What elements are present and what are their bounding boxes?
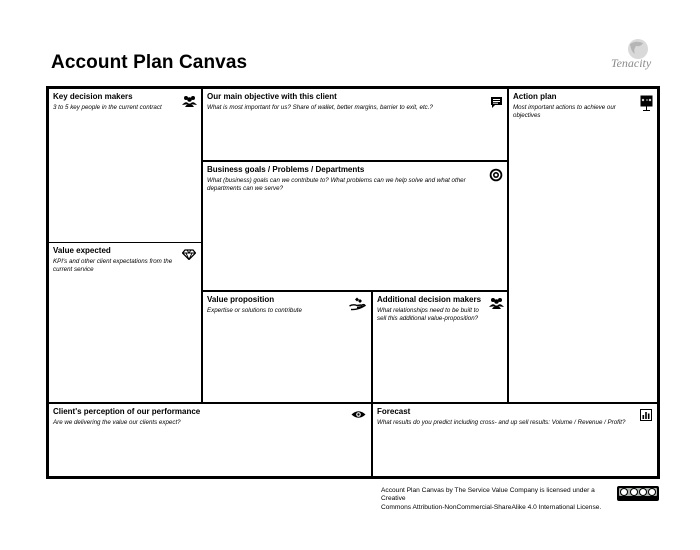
eye-icon <box>351 410 366 419</box>
cell-heading: Action plan <box>513 92 557 101</box>
board-icon <box>640 95 653 111</box>
diamond-icon <box>182 249 196 260</box>
speech-bubble-icon <box>490 96 503 109</box>
people-icon <box>182 95 197 107</box>
cell-description: What relationships need to be built to sell this additional value-proposition? <box>377 307 479 322</box>
cell-heading: Forecast <box>377 407 411 416</box>
logo-text: Tenacity <box>611 56 652 70</box>
people-icon <box>489 297 504 309</box>
cell-additional-decision-makers[interactable] <box>373 292 509 402</box>
cell-description: Most important actions to achieve our objectives <box>513 104 616 119</box>
cell-heading: Client's perception of our performance <box>53 407 201 416</box>
cell-heading: Value proposition <box>207 295 275 304</box>
cell-value-proposition[interactable] <box>203 292 373 402</box>
cell-client-perception[interactable] <box>49 402 373 476</box>
cell-heading: Our main objective with this client <box>207 92 337 101</box>
license-line-2: Commons Attribution-NonCommercial-ShareAlike 4.0 International License. <box>381 503 602 511</box>
hand-offer-icon <box>349 297 366 311</box>
cell-description: What (business) goals can we contribute to? What problems can we help solve and what other departments can we serve? <box>207 177 466 192</box>
nc-circle-icon <box>639 488 647 496</box>
cell-value-expected[interactable] <box>49 242 203 402</box>
license-notice <box>381 487 621 512</box>
account-plan-canvas <box>46 86 660 479</box>
cell-business-goals[interactable] <box>203 162 509 292</box>
cell-description: KPI's and other client expectations from the current service <box>53 258 173 273</box>
cell-description: 3 to 5 key people in the current contract <box>53 104 162 111</box>
cell-action-plan[interactable] <box>509 89 657 402</box>
sa-circle-icon <box>648 488 656 496</box>
cell-description: Are we delivering the value our clients expect? <box>53 419 181 426</box>
company-logo <box>604 38 662 74</box>
cell-forecast[interactable] <box>373 402 657 476</box>
bar-chart-icon <box>640 409 652 421</box>
cc-by-nc-sa-badge-icon[interactable] <box>617 486 659 501</box>
cell-key-decision-makers[interactable] <box>49 89 203 242</box>
license-line-1: Account Plan Canvas by The Service Value Company is licensed under a Creative <box>381 487 595 503</box>
cell-description: What is most important for us? Share of wallet, better margins, barrier to exit, etc.? <box>207 104 433 111</box>
cell-main-objective[interactable] <box>203 89 509 162</box>
target-icon <box>489 168 503 182</box>
page-title: Account Plan Canvas <box>51 52 248 73</box>
cell-description: What results do you predict including cross- and up sell results: Volume / Revenue / Profit? <box>377 419 626 426</box>
by-circle-icon <box>630 488 638 496</box>
cc-circle-icon <box>620 488 628 496</box>
cell-description: Expertise or solutions to contribute <box>207 307 302 314</box>
cell-heading: Value expected <box>53 246 111 255</box>
cell-heading: Additional decision makers <box>377 295 482 304</box>
cell-heading: Key decision makers <box>53 92 133 101</box>
cell-heading: Business goals / Problems / Departments <box>207 165 365 174</box>
